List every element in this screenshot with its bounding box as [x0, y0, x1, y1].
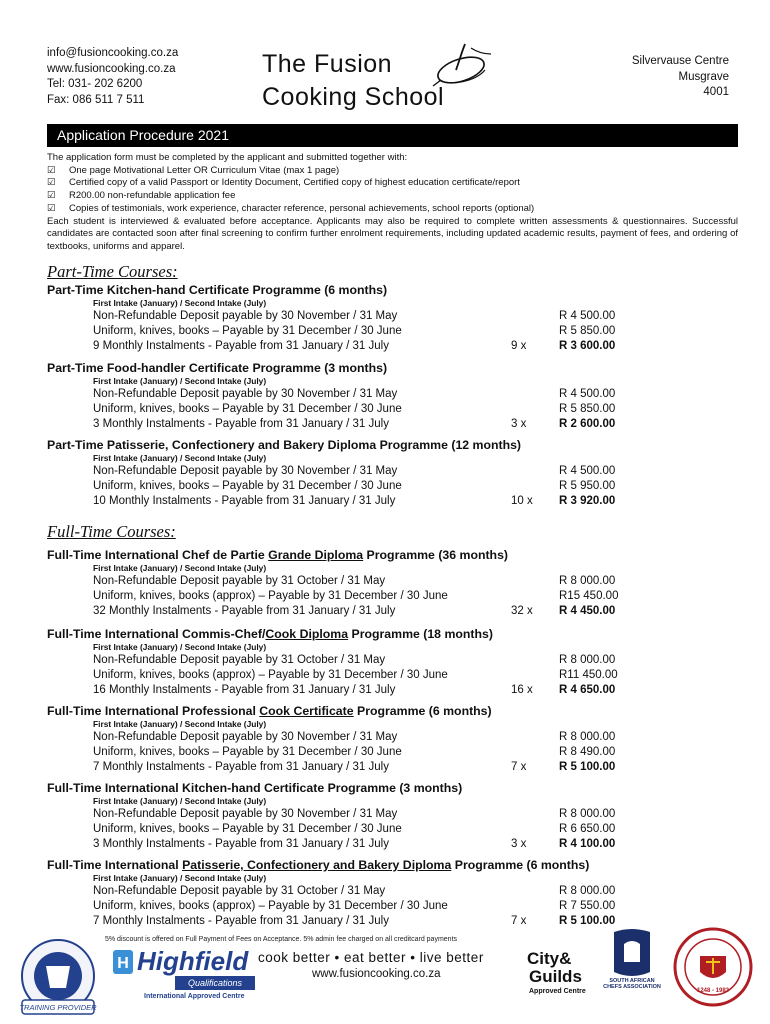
fee-row	[47, 479, 738, 494]
intake-label: First Intake (January) / Second Intake (July)	[93, 642, 267, 652]
fee-row	[47, 339, 738, 354]
checkbox-icon: ☑	[47, 202, 56, 214]
instalment-count: 32 x	[511, 605, 533, 617]
fee-description: 7 Monthly Instalments - Payable from 31 January / 31 July	[93, 761, 389, 773]
fee-row	[47, 760, 738, 775]
fee-description: 7 Monthly Instalments - Payable from 31 January / 31 July	[93, 915, 389, 927]
fee-row	[47, 837, 738, 852]
application-procedure-banner: Application Procedure 2021	[47, 124, 738, 147]
badge-text: TRAINING PROVIDER	[19, 1003, 97, 1012]
heritage-seal-icon	[672, 926, 754, 1008]
contact-block	[47, 46, 178, 108]
contact-phone: Tel: 031- 202 6200	[47, 78, 143, 90]
programme-title-text: Full-Time International	[47, 858, 183, 872]
programme-title-text: Full-Time International Kitchen-hand Certificate Programme (3 months)	[47, 781, 463, 795]
programme-block	[47, 438, 738, 509]
programme-title	[47, 704, 738, 719]
intake-label: First Intake (January) / Second Intake (July)	[93, 298, 267, 308]
programme-block	[47, 858, 738, 929]
requirement-text: Copies of testimonials, work experience, character reference, personal achievements, school reports (optional)	[69, 202, 535, 214]
fee-amount: R 4 500.00	[559, 388, 616, 400]
fee-amount: R 7 550.00	[559, 900, 616, 912]
school-logo-title	[262, 48, 444, 114]
instalment-count: 16 x	[511, 684, 533, 696]
programme-block	[47, 283, 738, 354]
highfield-name: Highfield	[137, 946, 249, 976]
programme-title	[47, 283, 738, 298]
checkbox-icon: ☑	[47, 190, 56, 202]
fee-description: Uniform, knives, books – Payable by 31 December / 30 June	[93, 823, 402, 835]
programme-title-text: Full-Time International Professional	[47, 704, 260, 718]
fee-description: Uniform, knives, books – Payable by 31 December / 30 June	[93, 746, 402, 758]
fee-amount: R 8 000.00	[559, 885, 616, 897]
programme-title	[47, 781, 738, 796]
cg-line-1: City&	[527, 949, 572, 968]
fee-amount: R 5 100.00	[559, 761, 616, 773]
cg-caption: Approved Centre	[529, 988, 586, 995]
instalment-count: 7 x	[511, 915, 527, 927]
chefs-association-logo	[600, 928, 664, 1020]
contact-website: www.fusioncooking.co.za	[47, 62, 176, 75]
requirement-item	[47, 177, 738, 190]
programme-title-duration: Programme (6 months)	[353, 704, 492, 718]
fee-description: 9 Monthly Instalments - Payable from 31 January / 31 July	[93, 340, 389, 352]
programme-block	[47, 704, 738, 775]
tagline: cook better • eat better • live better	[258, 950, 484, 965]
fee-amount: R 4 500.00	[559, 465, 616, 477]
programme-title-qualification: Patisserie, Confectionery and Bakery Diploma	[182, 858, 452, 872]
fee-row	[47, 807, 738, 822]
programme-title	[47, 627, 738, 642]
fee-amount: R 6 650.00	[559, 823, 616, 835]
fee-row	[47, 309, 738, 324]
programme-title-duration: Programme (6 months)	[451, 858, 590, 872]
fee-amount: R 8 000.00	[559, 731, 616, 743]
instalment-count: 9 x	[511, 340, 527, 352]
seal-year: 1248 - 1983	[696, 988, 730, 994]
highfield-sub: Qualifications	[187, 978, 243, 988]
fee-row	[47, 417, 738, 432]
requirement-item	[47, 203, 738, 216]
contact-email: info@fusioncooking.co.za	[47, 47, 179, 59]
fee-row	[47, 653, 738, 668]
programme-title-text: Full-Time International Chef de Partie	[47, 548, 269, 562]
programme-title	[47, 361, 738, 376]
requirement-text: R200.00 non-refundable application fee	[69, 190, 236, 202]
fee-row	[47, 604, 738, 619]
fee-row	[47, 464, 738, 479]
highfield-caption: International Approved Centre	[144, 993, 245, 1000]
intake-label: First Intake (January) / Second Intake (July)	[93, 719, 267, 729]
footer-website: www.fusioncooking.co.za	[312, 968, 441, 980]
fee-row	[47, 668, 738, 683]
programme-title-qualification: Cook Certificate	[259, 704, 354, 718]
requirement-item	[47, 190, 738, 203]
programme-title-text: Full-Time International Commis-Chef/	[47, 627, 266, 641]
checkbox-icon: ☑	[47, 164, 56, 176]
fee-description: Non-Refundable Deposit payable by 31 October / 31 May	[93, 885, 386, 897]
fee-row	[47, 914, 738, 929]
instalment-count: 7 x	[511, 761, 527, 773]
fee-description: 32 Monthly Instalments - Payable from 31 January / 31 July	[93, 605, 396, 617]
fee-description: Uniform, knives, books (approx) – Payable by 31 December / 30 June	[93, 900, 448, 912]
intake-label: First Intake (January) / Second Intake (July)	[93, 873, 267, 883]
fee-amount: R 8 490.00	[559, 746, 616, 758]
fee-description: Uniform, knives, books – Payable by 31 December / 30 June	[93, 403, 402, 415]
logo-line-2: Cooking School	[262, 83, 445, 111]
fee-amount: R 8 000.00	[559, 654, 616, 666]
training-provider-badge-icon	[10, 936, 106, 1018]
fee-row	[47, 899, 738, 914]
fee-amount: R 3 920.00	[559, 495, 616, 507]
fee-description: Non-Refundable Deposit payable by 30 November / 31 May	[93, 310, 398, 322]
application-intro	[47, 152, 738, 254]
fee-description: Non-Refundable Deposit payable by 30 November / 31 May	[93, 465, 398, 477]
fee-amount: R 4 500.00	[559, 310, 616, 322]
fee-description: Non-Refundable Deposit payable by 30 November / 31 May	[93, 731, 398, 743]
fee-amount: R 5 850.00	[559, 403, 616, 415]
fee-row	[47, 324, 738, 339]
fee-row	[47, 730, 738, 745]
fee-row	[47, 387, 738, 402]
fee-row	[47, 822, 738, 837]
fee-amount: R 4 100.00	[559, 838, 616, 850]
fee-row	[47, 494, 738, 509]
fee-amount: R 8 000.00	[559, 575, 616, 587]
requirement-item	[47, 165, 738, 178]
fee-row	[47, 402, 738, 417]
fee-row	[47, 683, 738, 698]
svg-text:H: H	[117, 955, 129, 972]
address-line-3: 4001	[703, 86, 729, 98]
fee-row	[47, 589, 738, 604]
fee-amount: R 3 600.00	[559, 340, 616, 352]
fee-description: Non-Refundable Deposit payable by 30 November / 31 May	[93, 808, 398, 820]
address-line-2: Musgrave	[678, 70, 729, 83]
fee-amount: R11 450.00	[559, 669, 618, 681]
programme-title-qualification: Grande Diploma	[268, 548, 364, 562]
fee-description: Non-Refundable Deposit payable by 31 October / 31 May	[93, 654, 386, 666]
programme-title	[47, 548, 738, 563]
intro-lead: The application form must be completed by the applicant and submitted together with:	[47, 152, 408, 163]
fee-row	[47, 574, 738, 589]
intake-label: First Intake (January) / Second Intake (July)	[93, 453, 267, 463]
fee-description: Uniform, knives, books (approx) – Payable by 31 December / 30 June	[93, 590, 448, 602]
intake-label: First Intake (January) / Second Intake (July)	[93, 376, 267, 386]
fee-description: Uniform, knives, books – Payable by 31 December / 30 June	[93, 325, 402, 337]
programme-title-text: Part-Time Food-handler Certificate Programme (3 months)	[47, 361, 388, 375]
programme-title-duration: Programme (36 months)	[363, 548, 509, 562]
checkbox-icon: ☑	[47, 177, 56, 189]
requirement-text: One page Motivational Letter OR Curriculum Vitae (max 1 page)	[69, 164, 340, 176]
requirement-text: Certified copy of a valid Passport or Identity Document, Certified copy of highest education certificate/report	[69, 177, 520, 189]
fee-amount: R 2 600.00	[559, 418, 616, 430]
part-time-heading: Part-Time Courses:	[47, 262, 178, 281]
programme-title	[47, 438, 738, 453]
programme-title	[47, 858, 738, 873]
intro-paragraph: Each student is interviewed & evaluated before acceptance. Applicants may also be required to complete written assessments & questionnaires. Successful candidates are contacted soon after final screening to confirm further enrolment requirements, including updated academic results, payment of fees, and ordering of textbooks, uniforms and apparel.	[47, 215, 738, 252]
address-block	[632, 54, 729, 101]
fee-description: 16 Monthly Instalments - Payable from 31 January / 31 July	[93, 684, 396, 696]
programme-block	[47, 781, 738, 852]
saca-caption: SOUTH AFRICAN CHEFS ASSOCIATION	[603, 978, 661, 990]
intake-label: First Intake (January) / Second Intake (July)	[93, 796, 267, 806]
discount-note: 5% discount is offered on Full Payment of Fees on Acceptance. 5% admin fee charged on all creditcard payments	[105, 936, 458, 943]
fee-amount: R 5 950.00	[559, 480, 616, 492]
programme-block	[47, 627, 738, 698]
fee-amount: R 4 650.00	[559, 684, 616, 696]
fee-row	[47, 884, 738, 899]
instalment-count: 3 x	[511, 838, 527, 850]
fee-description: Non-Refundable Deposit payable by 30 November / 31 May	[93, 388, 398, 400]
programme-block	[47, 361, 738, 432]
fee-amount: R 4 450.00	[559, 605, 616, 617]
fee-row	[47, 745, 738, 760]
cg-line-2: Guilds	[529, 967, 582, 986]
programme-block	[47, 548, 738, 619]
instalment-count: 10 x	[511, 495, 533, 507]
fee-description: 3 Monthly Instalments - Payable from 31 January / 31 July	[93, 838, 389, 850]
programme-title-qualification: Cook Diploma	[265, 627, 349, 641]
programme-title-text: Part-Time Kitchen-hand Certificate Programme (6 months)	[47, 283, 388, 297]
fee-description: Non-Refundable Deposit payable by 31 October / 31 May	[93, 575, 386, 587]
chef-pan-icon	[425, 40, 497, 88]
address-line-1: Silvervause Centre	[631, 55, 729, 67]
fee-amount: R15 450.00	[559, 590, 619, 602]
instalment-count: 3 x	[511, 418, 527, 430]
fee-description: Uniform, knives, books – Payable by 31 December / 30 June	[93, 480, 402, 492]
programme-title-text: Part-Time Patisserie, Confectionery and Bakery Diploma Programme (12 months)	[47, 438, 522, 452]
fee-description: Uniform, knives, books (approx) – Payable by 31 December / 30 June	[93, 669, 448, 681]
fee-amount: R 8 000.00	[559, 808, 616, 820]
full-time-heading: Full-Time Courses:	[47, 522, 176, 541]
fee-description: 3 Monthly Instalments - Payable from 31 January / 31 July	[93, 418, 389, 430]
fee-amount: R 5 100.00	[559, 915, 616, 927]
programme-title-duration: Programme (18 months)	[348, 627, 493, 641]
fee-description: 10 Monthly Instalments - Payable from 31 January / 31 July	[93, 495, 396, 507]
fee-amount: R 5 850.00	[559, 325, 616, 337]
contact-fax: Fax: 086 511 7 511	[47, 93, 145, 106]
logo-line-1: The Fusion	[262, 50, 393, 78]
intake-label: First Intake (January) / Second Intake (July)	[93, 563, 267, 573]
